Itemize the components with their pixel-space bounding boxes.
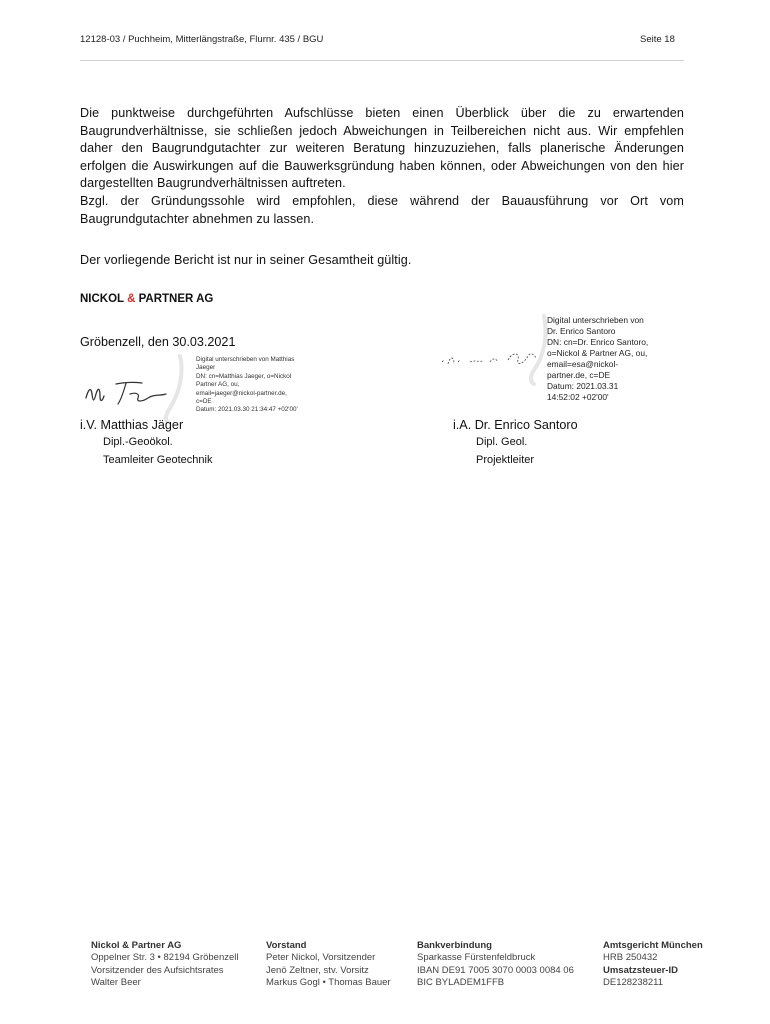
footer-company — [91, 940, 261, 990]
company-name — [80, 293, 213, 305]
paragraph-3: Der vorliegende Bericht ist nur in seiner Gesamtheit gültig. — [80, 253, 412, 267]
paragraph-1: Die punktweise durchgeführten Aufschlüsse bieten einen Überblick über die zu erwartenden Baugrundverhältnisse, sie schließen jedoch Abweichungen in Teilbereichen nicht aus. Wir empfehlen daher den Baugrundgutachter zur weiteren Beratung hinzuzuziehen, falls planerische Änderungen erfolgen die Auswirkungen auf die Bauwerksgründung haben können, oder Abweichungen von den hier dargestellten Baugrundverhältnissen auftreten. — [80, 106, 684, 191]
footer-board-line: Peter Nickol, Vorsitzender — [266, 952, 376, 964]
company-name-part1: NICKOL — [80, 293, 128, 305]
footer-bank-line: IBAN DE91 7005 3070 0003 0084 06 — [417, 964, 574, 976]
footer-company-line: Vorsitzender des Aufsichtsrates — [91, 964, 224, 976]
sig-left-line: Jaeger — [196, 364, 216, 372]
footer-vat-id: DE128238211 — [603, 977, 664, 989]
signature-left-title: Dipl.-Geoökol. — [103, 436, 173, 448]
sig-left-line: Digital unterschrieben von Matthias — [196, 356, 295, 363]
sig-right-line: o=Nickol & Partner AG, ou, — [547, 348, 648, 358]
footer-bank-line: Sparkasse Fürstenfeldbruck — [417, 952, 536, 964]
paragraph-2: Bzgl. der Gründungssohle wird empfohlen, diese während der Bauausführung vor Ort vom Baugrundgutachter abnehmen zu lassen. — [80, 194, 684, 226]
footer-court-title: Amtsgericht München — [603, 940, 703, 951]
footer-board — [266, 940, 411, 990]
header-reference: 12128-03 / Puchheim, Mitterlängstraße, Flurnr. 435 / BGU — [80, 34, 324, 45]
signature-right-title: Dipl. Geol. — [476, 436, 528, 448]
footer-company-line: Oppelner Str. 3 • 82194 Gröbenzell — [91, 952, 239, 964]
sig-right-line: Dr. Enrico Santoro — [547, 326, 616, 336]
sig-right-line: Datum: 2021.03.31 — [547, 381, 619, 391]
signature-right-digital-block — [547, 315, 687, 403]
footer-vat-title: Umsatzsteuer-ID — [603, 964, 678, 976]
signature-right-role: Projektleiter — [476, 454, 535, 466]
sig-left-line: Datum: 2021.03.30 21:34:47 +02'00' — [196, 406, 298, 414]
sig-left-line: Partner AG, ou, — [196, 381, 240, 389]
sig-left-line: email=jaeger@nickol-partner.de, — [196, 389, 287, 397]
sig-left-line: DN: cn=Matthias Jaeger, o=Nickol — [196, 372, 292, 380]
footer-court — [603, 940, 733, 990]
signature-right-name: i.A. Dr. Enrico Santoro — [453, 418, 578, 432]
footer-bank-title: Bankverbindung — [417, 940, 492, 951]
signature-left-digital-block — [196, 356, 316, 415]
place-date: Gröbenzell, den 30.03.2021 — [80, 335, 236, 349]
footer-board-line: Markus Gogl • Thomas Bauer — [266, 977, 391, 989]
sig-right-line: 14:52:02 +02'00' — [547, 392, 609, 402]
footer-company-line: Walter Beer — [91, 977, 141, 989]
footer-company-title: Nickol & Partner AG — [91, 940, 182, 951]
footer-bank-line: BIC BYLADEM1FFB — [417, 977, 505, 989]
footer-court-hrb: HRB 250432 — [603, 952, 658, 964]
footer-bank — [417, 940, 599, 990]
page-number: Seite 18 — [640, 34, 675, 45]
sig-right-line: partner.de, c=DE — [547, 370, 611, 380]
sig-right-line: email=esa@nickol- — [547, 359, 619, 369]
company-name-part2: PARTNER AG — [135, 293, 214, 305]
sig-left-line: c=DE — [196, 398, 212, 406]
company-ampersand: & — [127, 293, 136, 305]
signature-left-role: Teamleiter Geotechnik — [103, 454, 213, 466]
header-divider — [80, 60, 684, 61]
sig-right-line: DN: cn=Dr. Enrico Santoro, — [547, 337, 649, 347]
signature-left-name: i.V. Matthias Jäger — [80, 418, 184, 432]
footer-board-title: Vorstand — [266, 940, 307, 951]
footer-board-line: Jenö Zeltner, stv. Vorsitz — [266, 964, 369, 976]
signature-left-watermark — [150, 352, 190, 424]
sig-right-line: Digital unterschrieben von — [547, 315, 644, 325]
